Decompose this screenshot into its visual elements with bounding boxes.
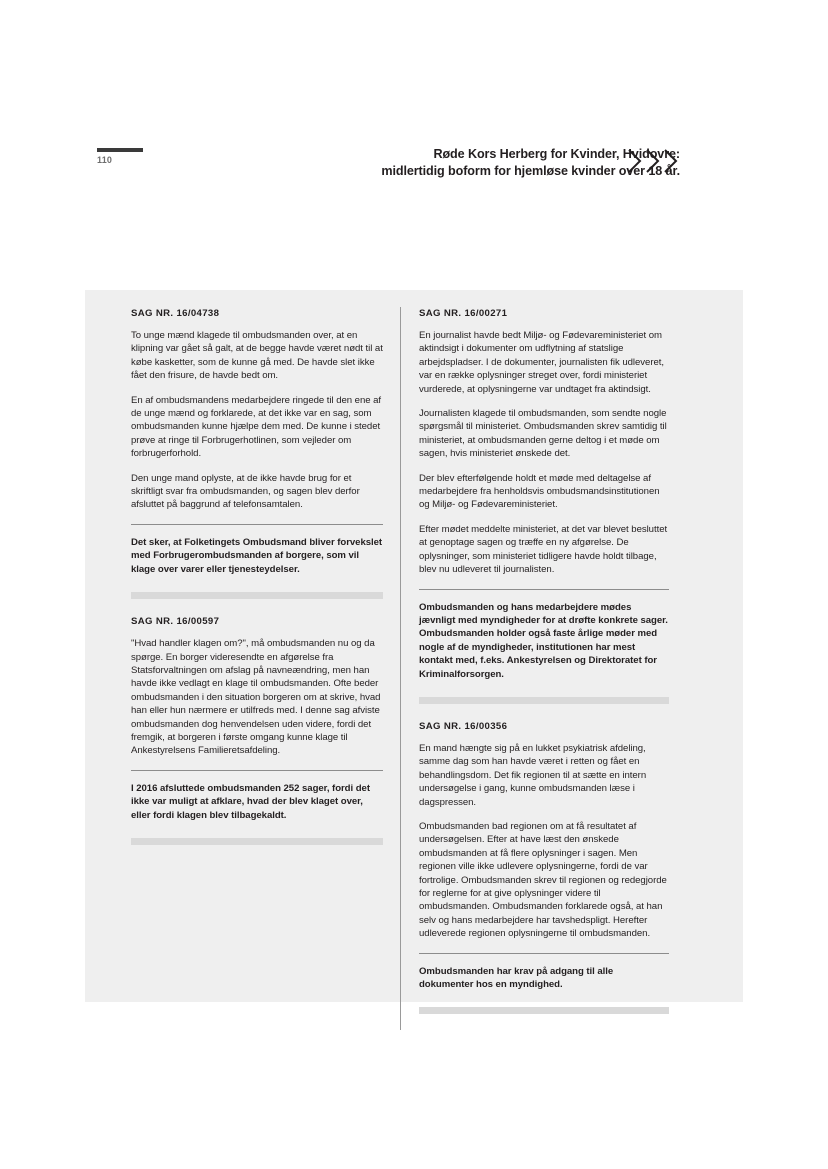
folio-rule xyxy=(97,148,143,152)
case-paragraph: En af ombudsmandens medarbejdere ringede til den ene af de unge mænd og forklarede, at det ikke var en sag, som ombudsmanden kunne hjælpe dem med. De kunne i stedet prøve at ringe til Forbrugerhotlinen, som vejleder om forbrugerforhold. xyxy=(131,394,382,460)
case-paragraph: Ombudsmanden bad regionen om at få resultatet af undersøgelsen. Efter at have læst den ønskede ombudsmanden at få flere oplysninger i sagen. Men regionen ville ikke udlevere oplysningerne, fordi de var fortrolige. Ombudsmanden skrev til regionen og redegjorde for reglerne for at give oplysninger videre til ombudsmanden. Ombudsmanden forklarede også, at han selv og hans medarbejdere har tavshedspligt. Herefter udleverede regionen oplysningerne til ombudsmanden. xyxy=(419,820,667,940)
pullquote: Det sker, at Folketingets Ombudsmand bliver forvekslet med Forbrugerombudsmanden af borgere, som vil klage over varer eller tjenesteydelser. xyxy=(131,536,383,575)
page-title-line-1: Røde Kors Herberg for Kvinder, Hvidovre: xyxy=(433,147,680,161)
case-block-16-04738 xyxy=(131,307,383,599)
case-block-16-00356 xyxy=(419,720,669,1015)
case-paragraph: To unge mænd klagede til ombudsmanden over, at en klipning var gået så galt, at de begge havde været nødt til at købe kasketter, som de kunne gå med. De havde slet ikke fået den frisure, de havde bedt om. xyxy=(131,330,383,382)
pullquote: Ombudsmanden og hans medarbejdere mødes jævnligt med myndigheder for at drøfte konkrete sager. Ombudsmanden holder også faste årlige møder med nogle af de myndigheder, institutionen har mest kontakt med, f.eks. Ankestyrelsen og Direktoratet for Kriminalforsorgen. xyxy=(419,601,668,680)
page-title-line-2: midlertidig boform for hjemløse kvinder over 18 år. xyxy=(381,164,680,178)
chevron-group xyxy=(627,148,680,174)
pullquote-rule xyxy=(419,589,669,590)
case-paragraph: En mand hængte sig på en lukket psykiatrisk afdeling, samme dag som han havde været i retten og fået en behandlingsdom. Det fik regionen til at sætte en intern undersøgelse i gang, kunne ombudsmanden læse i dagspressen. xyxy=(419,742,647,808)
pullquote-rule xyxy=(131,770,383,771)
case-number: SAG NR. 16/00356 xyxy=(419,720,508,732)
case-block-16-00597 xyxy=(131,615,383,845)
two-column-layout xyxy=(131,307,701,1030)
page-header xyxy=(0,140,828,200)
chevron-right-icon xyxy=(663,148,680,174)
pullquote: I 2016 afsluttede ombudsmanden 252 sager, fordi det ikke var muligt at afklare, hvad der blev klaget over, eller fordi klagen blev tilbagekaldt. xyxy=(131,782,370,821)
case-number: SAG NR. 16/00597 xyxy=(131,616,220,628)
case-block-16-00271 xyxy=(419,307,669,704)
pullquote-rule xyxy=(419,953,669,954)
folio xyxy=(97,148,145,166)
case-paragraph: En journalist havde bedt Miljø- og Fødevareministeriet om aktindsigt i dokumenter om udflytning af statslige arbejdspladser. I de dokumenter, journalisten fik udleveret, var en række oplysninger streget over, fordi ministeriet vurderede, at oplysningerne var undtaget fra aktindsigt. xyxy=(419,330,664,395)
section-separator-bar xyxy=(131,838,383,845)
case-number: SAG NR. 16/00271 xyxy=(419,308,508,319)
page-number: 110 xyxy=(97,155,113,165)
section-separator-bar xyxy=(131,592,383,599)
case-paragraph: Der blev efterfølgende holdt et møde med deltagelse af medarbejdere fra henholdsvis ombudsmandsinstitutionen og Miljø- og Fødevareministeriet. xyxy=(419,472,660,511)
section-separator-bar xyxy=(419,697,669,704)
case-paragraph: "Hvad handler klagen om?", må ombudsmanden nu og da spørge. En borger videresendte en afgørelse fra Statsforvaltningen om afslag på navneændring, men han havde ikke vedlagt en klage til ombudsmanden. Ofte beder ombudsmanden i den situation borgeren om at skrive, hvad han eller hun nærmere er utilfreds med. I denne sag afviste ombudsmanden dog henvendelsen uden videre, fordi det fremgik, at borgeren i første omgang kunne klage til Ankestyrelsens Familieretsafdeling. xyxy=(131,638,381,757)
content-panel xyxy=(85,290,743,1002)
case-paragraph: Efter mødet meddelte ministeriet, at det var blevet besluttet at genoptage sagen og træffe en ny afgørelse. De oplysninger, som ministeriet tidligere havde holdt tilbage, blev nu udleveret til journalisten. xyxy=(419,523,668,576)
right-column xyxy=(400,307,669,1030)
case-paragraph: Den unge mand oplyste, at de ikke havde brug for et skriftligt svar fra ombudsmanden, og sagen blev derfor afsluttet på baggrund af telefonsamtalen. xyxy=(131,472,360,511)
chevron-right-icon xyxy=(645,148,662,174)
section-separator-bar xyxy=(419,1007,669,1014)
case-number: SAG NR. 16/04738 xyxy=(131,308,220,319)
chevron-right-icon xyxy=(627,148,644,174)
pullquote: Ombudsmanden har krav på adgang til alle dokumenter hos en myndighed. xyxy=(419,965,614,991)
case-paragraph: Journalisten klagede til ombudsmanden, som sendte nogle spørgsmål til ministeriet. Ombudsmanden skrev samtidig til ministeriet, at ombudsmanden gerne deltog i et møde om sagen, hvis ministeriet ønskede det. xyxy=(419,408,667,460)
left-column xyxy=(131,307,400,1030)
pullquote-rule xyxy=(131,524,383,525)
